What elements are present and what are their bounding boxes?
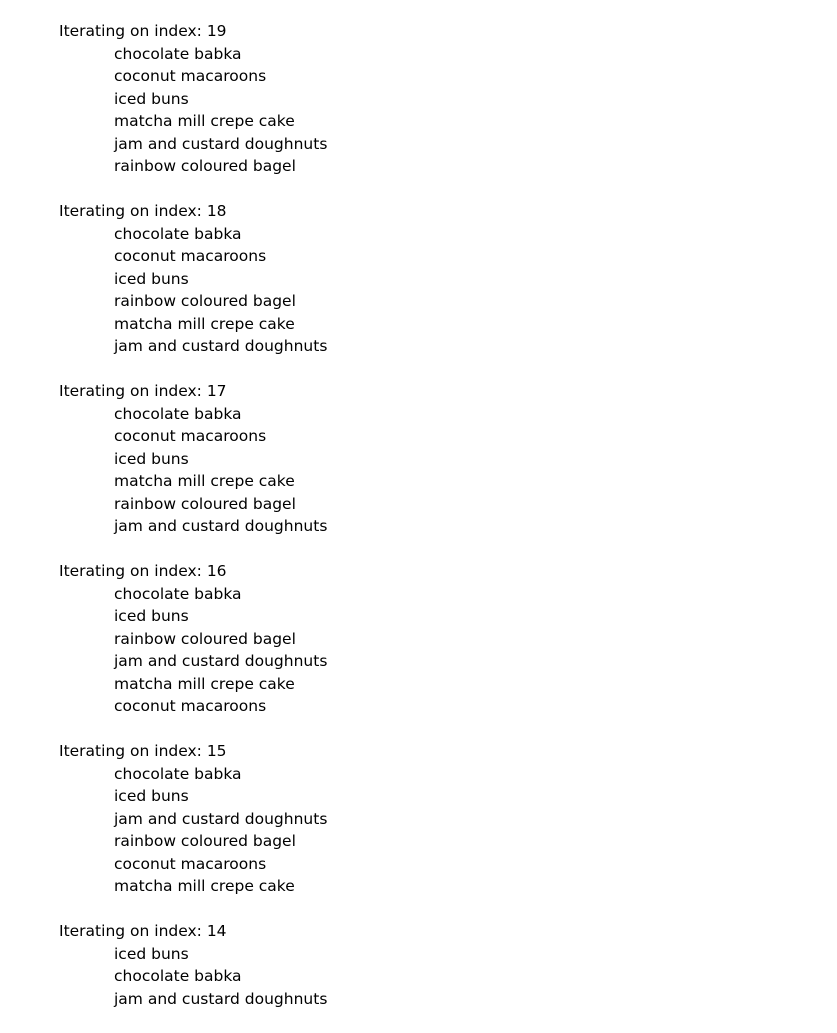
list-item: iced buns <box>114 607 189 625</box>
iteration-heading: Iterating on index: 15 <box>59 742 227 760</box>
list-item: chocolate babka <box>114 44 242 63</box>
list-item: jam and custard doughnuts <box>114 809 328 828</box>
iteration-block-14 <box>59 920 819 1010</box>
list-item: jam and custard doughnuts <box>114 517 328 535</box>
list-item: chocolate babka <box>114 584 242 603</box>
iteration-block-17 <box>59 380 819 538</box>
iteration-block-15 <box>59 740 819 898</box>
list-item: coconut macaroons <box>114 247 267 265</box>
item-list <box>59 583 819 718</box>
list-item: iced buns <box>114 787 189 805</box>
list-item: jam and custard doughnuts <box>114 989 328 1008</box>
list-item: iced buns <box>114 449 189 468</box>
item-list <box>59 223 819 358</box>
document-body <box>59 20 819 1033</box>
list-item: rainbow coloured bagel <box>114 629 296 648</box>
iteration-block-18 <box>59 200 819 358</box>
list-item: iced buns <box>114 89 189 108</box>
list-item: rainbow coloured bagel <box>114 292 296 310</box>
list-item: coconut macaroons <box>114 854 267 873</box>
iteration-heading: Iterating on index: 14 <box>59 922 227 940</box>
list-item: chocolate babka <box>114 967 242 985</box>
list-item: rainbow coloured bagel <box>114 494 296 513</box>
list-item: chocolate babka <box>114 224 242 243</box>
list-item: iced buns <box>114 269 189 288</box>
iteration-heading: Iterating on index: 19 <box>59 22 227 40</box>
list-item: matcha mill crepe cake <box>114 314 295 333</box>
iteration-block-16 <box>59 560 819 718</box>
list-item: jam and custard doughnuts <box>114 337 328 355</box>
list-item: coconut macaroons <box>114 427 267 445</box>
list-item: chocolate babka <box>114 764 242 783</box>
iteration-heading: Iterating on index: 17 <box>59 382 227 400</box>
list-item: rainbow coloured bagel <box>114 157 296 175</box>
iteration-block-19 <box>59 20 819 178</box>
list-item: coconut macaroons <box>114 697 267 715</box>
list-item: jam and custard doughnuts <box>114 134 328 153</box>
list-item: jam and custard doughnuts <box>114 652 328 670</box>
list-item: coconut macaroons <box>114 67 267 85</box>
item-list <box>59 403 819 538</box>
list-item: chocolate babka <box>114 404 242 423</box>
list-item: matcha mill crepe cake <box>114 112 295 130</box>
list-item: matcha mill crepe cake <box>114 674 295 693</box>
iteration-heading: Iterating on index: 18 <box>59 202 227 220</box>
item-list <box>59 943 819 1011</box>
list-item: iced buns <box>114 944 189 963</box>
list-item: rainbow coloured bagel <box>114 832 296 850</box>
iteration-heading: Iterating on index: 16 <box>59 562 227 580</box>
list-item: matcha mill crepe cake <box>114 472 295 490</box>
list-item: matcha mill crepe cake <box>114 877 295 895</box>
item-list <box>59 43 819 178</box>
item-list <box>59 763 819 898</box>
